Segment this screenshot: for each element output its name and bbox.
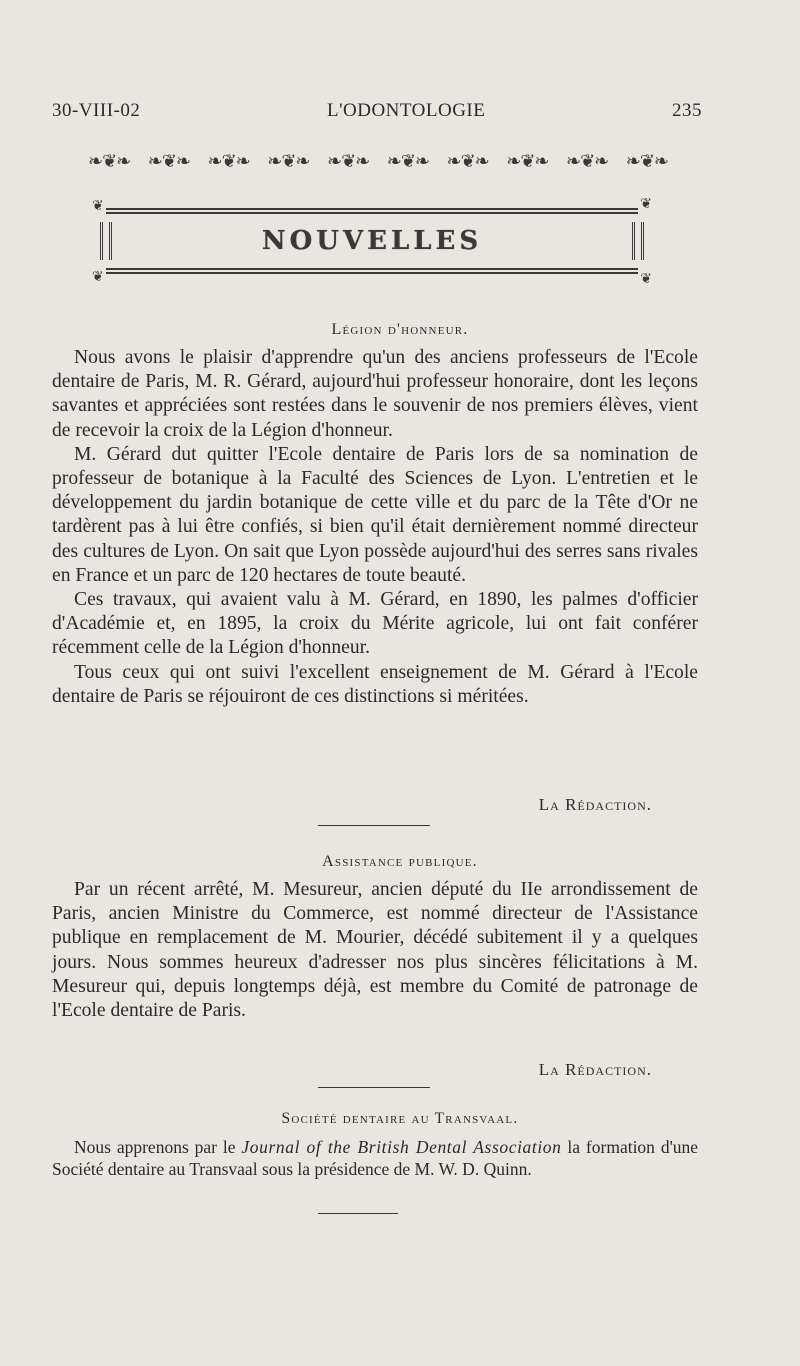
signature: La Rédaction. (538, 1060, 652, 1079)
journal-name: Journal of the British Dental Association (241, 1137, 562, 1157)
ornament-icon: ❧❦❧ (147, 150, 190, 171)
paragraph: Ces travaux, qui avaient valu à M. Gérard, en 1890, les palmes d'officier d'Académie et, en 1895, la croix du Mérite agricole, lui ont fait conférer récemment celle de la Légion d'honneur. (52, 589, 698, 659)
ornament-icon: ❧❦❧ (625, 150, 668, 171)
ornament-icon: ❧❦❧ (88, 150, 131, 171)
section-body (52, 346, 698, 709)
journal-title: L'ODONTOLOGIE (326, 100, 486, 121)
section-body (52, 878, 698, 1023)
ornament-icon: ❧❦❧ (207, 150, 250, 171)
paragraph: Nous avons le plaisir d'apprendre qu'un des anciens professeurs de l'Ecole dentaire de Paris, M. R. Gérard, aujourd'hui professeur honoraire, dont les leçons savantes et appréciées sont restées dans le souvenir de nos premiers élèves, vient de recevoir la croix de la Légion d'honneur. (52, 347, 698, 441)
ornament-row (88, 150, 668, 172)
corner-flourish-icon: ❦ (640, 197, 652, 212)
section-heading: Société dentaire au Transvaal. (281, 1110, 519, 1127)
ornament-icon: ❧❦❧ (446, 150, 489, 171)
corner-flourish-icon: ❦ (92, 270, 104, 285)
section-heading: Assistance publique. (322, 853, 478, 870)
text-after: la formation d'une Société dentaire au Transvaal sous la présidence de M. W. D. Quinn. (52, 1137, 698, 1179)
ornament-icon: ❧❦❧ (386, 150, 429, 171)
ornament-icon: ❧❦❧ (506, 150, 549, 171)
divider (318, 1213, 398, 1214)
issue-date: 30-VIII-02 (52, 100, 141, 121)
ornament-icon: ❧❦❧ (267, 150, 310, 171)
text-before: Nous apprenons par le (74, 1137, 242, 1157)
page-number: 235 (672, 100, 702, 121)
paragraph: Par un récent arrêté, M. Mesureur, ancien député du IIe arrondissement de Paris, ancien Ministre du Commerce, est nommé directeur de l'Assistance publique en remplacement de M. Mourier, décédé subitement il y a quelques jours. Nous sommes heureux d'adresser nos plus sincères félicitations à M. Mesureur qui, depuis longtemps déjà, est membre du Comité de patronage de l'Ecole dentaire de Paris. (52, 879, 698, 1022)
paragraph (52, 1136, 698, 1180)
paragraph: Tous ceux qui ont suivi l'excellent enseignement de M. Gérard à l'Ecole dentaire de Paris se réjouiront de ces distinctions si méritées. (52, 661, 698, 707)
divider (318, 825, 430, 826)
divider (318, 1087, 430, 1088)
ornament-icon: ❧❦❧ (566, 150, 609, 171)
running-head (52, 100, 702, 122)
section-heading: Légion d'honneur. (331, 321, 469, 338)
section-banner (92, 197, 652, 287)
paragraph: M. Gérard dut quitter l'Ecole dentaire de Paris lors de sa nomination de professeur de botanique à la Faculté des Sciences de Lyon. L'entretien et le développement du jardin botanique de cette ville et du parc de la Tête d'Or ne tardèrent pas à lui être confiés, si bien qu'il était dernièrement nommé directeur des cultures de Lyon. On sait que Lyon possède aujourd'hui des serres sans rivales en France et un parc de 120 hectares de toute beauté. (52, 443, 698, 586)
ornament-icon: ❧❦❧ (327, 150, 370, 171)
banner-title: NOUVELLES (261, 226, 483, 256)
corner-flourish-icon: ❦ (92, 199, 104, 214)
corner-flourish-icon: ❦ (640, 272, 652, 287)
section-body (52, 1136, 698, 1180)
signature: La Rédaction. (538, 795, 652, 814)
